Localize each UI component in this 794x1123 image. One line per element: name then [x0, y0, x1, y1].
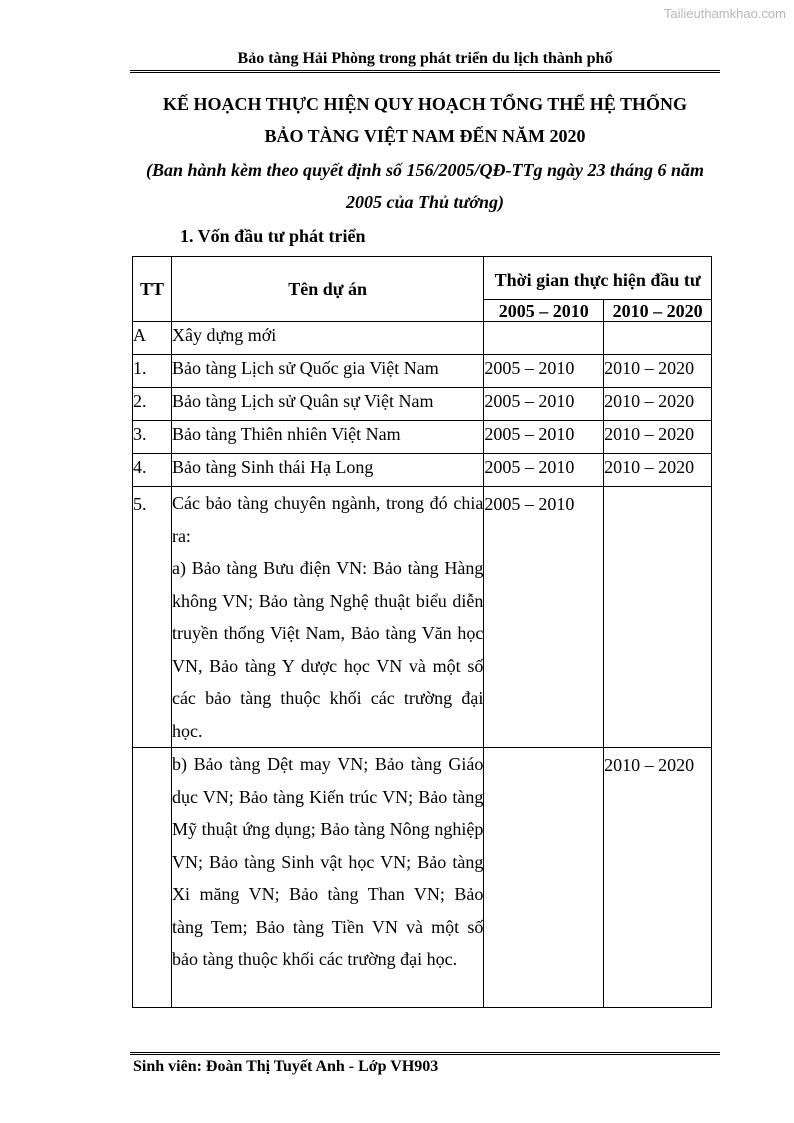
table-row [133, 421, 712, 454]
header-period-1: 2005 – 2010 [484, 300, 604, 322]
footer-rule [130, 1052, 720, 1055]
running-header: Bảo tàng Hải Phòng trong phát triển du lịch thành phố [237, 50, 613, 67]
table-row-specialized [133, 487, 712, 748]
row-period-2: 2010 – 2020 [604, 748, 712, 1008]
row-tt: 2. [133, 388, 172, 421]
specialized-part-a: a) Bảo tàng Bưu điện VN: Bảo tàng Hàng không VN; Bảo tàng Nghệ thuật biểu diễn truyền thống Việt Nam, Bảo tàng Văn học VN, Bảo tàng Y dược học VN và một số các bảo tàng thuộc khối các trường đại học. [171, 558, 484, 741]
row-period-1 [484, 748, 604, 1008]
table-row [133, 388, 712, 421]
row-project-name: Bảo tàng Thiên nhiên Việt Nam [171, 421, 483, 454]
specialized-intro: Các bảo tàng chuyên ngành, trong đó chia ra: [171, 493, 484, 546]
row-period-2: 2010 – 2020 [604, 388, 712, 421]
section-heading: 1. Vốn đầu tư phát triển [180, 226, 366, 246]
row-tt: 5. [133, 487, 172, 748]
row-period-2: 2010 – 2020 [604, 454, 712, 487]
row-period-1: 2005 – 2010 [484, 454, 604, 487]
row-period-1: 2005 – 2010 [484, 388, 604, 421]
document-subtitle-line1: (Ban hành kèm theo quyết định số 156/2005/QĐ-TTg ngày 23 tháng 6 năm [145, 160, 705, 180]
row-period-2 [604, 487, 712, 748]
row-tt: 4. [133, 454, 172, 487]
watermark: Tailieuthamkhao.com [663, 6, 786, 21]
specialized-part-b: b) Bảo tàng Dệt may VN; Bảo tàng Giáo dục VN; Bảo tàng Kiến trúc VN; Bảo tàng Mỹ thuật ứng dụng; Bảo tàng Nông nghiệp VN; Bảo tàng Sinh vật học VN; Bảo tàng Xi măng VN; Bảo tàng Than VN; Bảo tàng Tem; Bảo tàng Tiền VN và một số bảo tàng thuộc khối các trường đại học. [171, 754, 484, 969]
row-project-name: Xây dựng mới [171, 322, 483, 355]
table-row [133, 322, 712, 355]
footer-author: Sinh viên: Đoàn Thị Tuyết Anh - Lớp VH903 [133, 1058, 439, 1075]
row-period-1 [484, 322, 604, 355]
row-project-name: Bảo tàng Lịch sử Quân sự Việt Nam [171, 388, 483, 421]
row-period-2: 2010 – 2020 [604, 355, 712, 388]
row-tt [133, 748, 172, 1008]
header-period-group: Thời gian thực hiện đầu tư [484, 257, 712, 300]
row-period-1: 2005 – 2010 [484, 355, 604, 388]
table-header-row [133, 257, 712, 300]
table-row [133, 355, 712, 388]
row-tt: A [133, 322, 172, 355]
header-rule [130, 70, 720, 73]
document-subtitle-line2: 2005 của Thủ tướng) [346, 192, 504, 212]
row-period-2 [604, 322, 712, 355]
row-period-1: 2005 – 2010 [484, 487, 604, 748]
row-period-1: 2005 – 2010 [484, 421, 604, 454]
investment-plan-table [132, 256, 712, 1008]
header-project-name: Tên dự án [171, 257, 483, 322]
row-project-name: Bảo tàng Lịch sử Quốc gia Việt Nam [171, 355, 483, 388]
table-row-specialized-b [133, 748, 712, 1008]
row-project-name [171, 487, 483, 748]
header-period-2: 2010 – 2020 [604, 300, 712, 322]
row-tt: 3. [133, 421, 172, 454]
table-row [133, 454, 712, 487]
document-title-line1: KẾ HOẠCH THỰC HIỆN QUY HOẠCH TỔNG THỂ HỆ THỐNG [163, 94, 687, 114]
row-period-2: 2010 – 2020 [604, 421, 712, 454]
row-project-name: Bảo tàng Sinh thái Hạ Long [171, 454, 483, 487]
row-project-name [171, 748, 483, 1008]
header-tt: TT [133, 257, 172, 322]
row-tt: 1. [133, 355, 172, 388]
document-title-line2: BẢO TÀNG VIỆT NAM ĐẾN NĂM 2020 [264, 126, 586, 146]
